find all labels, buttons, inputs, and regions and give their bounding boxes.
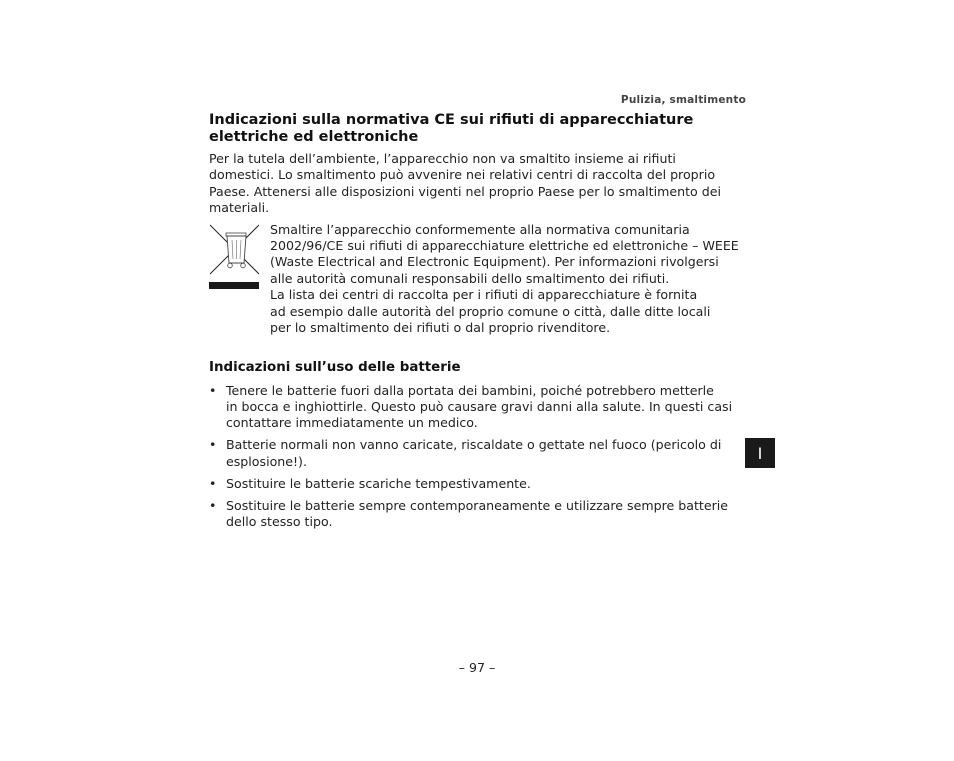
notice-line: La lista dei centri di raccolta per i rifiuti di apparecchiature è fornita [270,287,698,303]
paragraph-line: materiali. [209,200,270,216]
notice-line: 2002/96/CE sui rifiuti di apparecchiature elettriche ed elettroniche – WEEE [270,238,739,254]
item-line: Sostituire le batterie scariche tempestivamente. [226,475,531,491]
bullet-icon: • [209,437,217,453]
item-line: esplosione!). [226,453,307,469]
weee-notice [209,222,749,340]
weee-heading-line: Indicazioni sulla normativa CE sui rifiuti di apparecchiature [209,112,694,128]
list-item [209,498,749,531]
bullet-icon: • [209,497,217,513]
section-header: Pulizia, smaltimento [620,94,746,106]
notice-line: (Waste Electrical and Electronic Equipment). Per informazioni rivolgersi [270,254,719,270]
bullet-icon: • [209,475,217,491]
notice-line: per lo smaltimento dei rifiuti o dal proprio rivenditore. [270,320,611,336]
paragraph-line: domestici. Lo smaltimento può avvenire nei relativi centri di raccolta del proprio [209,167,716,183]
page-content [209,112,749,536]
list-item [209,437,749,470]
list-item [209,476,749,492]
list-item [209,383,749,432]
item-line: Tenere le batterie fuori dalla portata dei bambini, poiché potrebbero metterle [226,382,714,398]
item-line: dello stesso tipo. [226,513,333,529]
item-line: contattare immediatamente un medico. [226,415,478,431]
bullet-icon: • [209,382,217,398]
crossed-out-wheelie-bin-icon [209,222,261,292]
paragraph-line: Per la tutela dell’ambiente, l’apparecchio non va smaltito insieme ai rifiuti [209,151,676,166]
item-line: Sostituire le batterie sempre contemporaneamente e utilizzare sempre batterie [226,497,729,513]
paragraph-line: Paese. Attenersi alle disposizioni vigenti nel proprio Paese per lo smaltimento dei [209,183,722,199]
item-line: in bocca e inghiottirle. Questo può causare gravi danni alla salute. In questi casi [226,399,733,415]
weee-notice-text [270,222,750,337]
language-tab: I [745,438,775,468]
notice-line: ad esempio dalle autorità del proprio comune o città, dalle ditte locali [270,303,711,319]
environment-paragraph [209,151,749,217]
page-number: – 97 – [458,660,496,675]
notice-line: Smaltire l’apparecchio conformemente alla normativa comunitaria [270,221,690,237]
item-line: Batterie normali non vanno caricate, riscaldate o gettate nel fuoco (pericolo di [226,437,722,453]
weee-heading [209,112,749,146]
weee-heading-line: elettriche ed elettroniche [209,129,419,145]
notice-line: alle autorità comunali responsabili dello smaltimento dei rifiuti. [270,270,670,286]
battery-heading: Indicazioni sull’uso delle batterie [209,359,461,375]
battery-list [209,383,749,531]
